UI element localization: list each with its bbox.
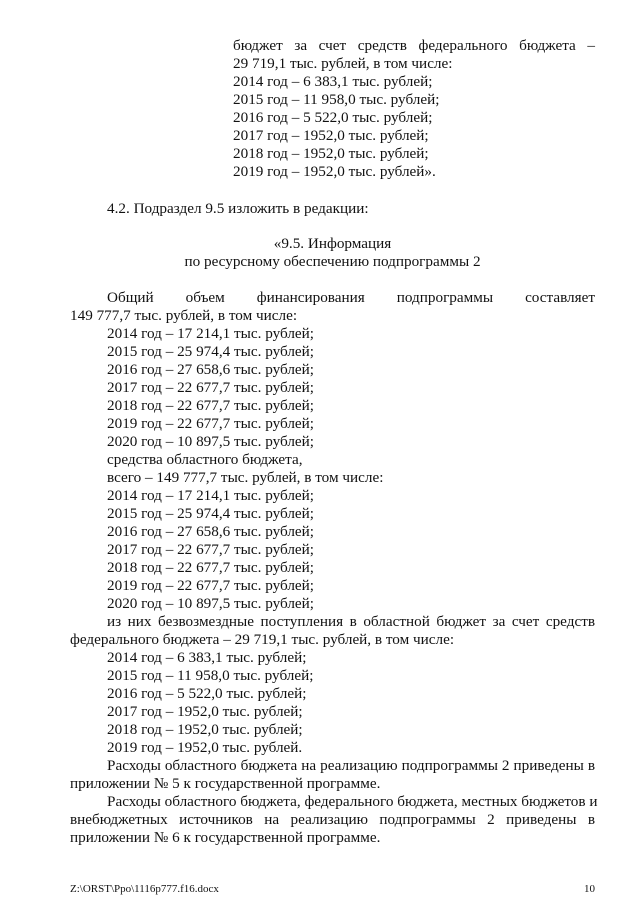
section-title-line-2: по ресурсному обеспечению подпрограммы 2	[184, 253, 481, 270]
regional-line-2: всего – 149 777,7 тыс. рублей, в том числе:	[107, 469, 384, 486]
regional-year-2018: 2018 год – 22 677,7 тыс. рублей;	[107, 559, 315, 576]
regional-year-2014: 2014 год – 17 214,1 тыс. рублей;	[107, 487, 315, 504]
regional-year-2019: 2019 год – 22 677,7 тыс. рублей;	[107, 577, 315, 594]
para2-line-1: Расходы областного бюджета, федерального бюджета, местных бюджетов и	[107, 793, 598, 810]
section-title-line-1: «9.5. Информация	[273, 235, 392, 252]
federal-line-1: из них безвозмездные поступления в областной бюджет за счет средств	[107, 613, 595, 630]
total-line-2: 149 777,7 тыс. рублей, в том числе:	[70, 307, 298, 324]
top-year-2018: 2018 год – 1952,0 тыс. рублей;	[233, 145, 429, 162]
federal-year-2018: 2018 год – 1952,0 тыс. рублей;	[107, 721, 303, 738]
top-year-2016: 2016 год – 5 522,0 тыс. рублей;	[233, 109, 433, 126]
top-year-2019: 2019 год – 1952,0 тыс. рублей».	[233, 163, 436, 180]
total-year-2017: 2017 год – 22 677,7 тыс. рублей;	[107, 379, 315, 396]
top-year-2014: 2014 год – 6 383,1 тыс. рублей;	[233, 73, 433, 90]
page-number: 10	[584, 883, 595, 895]
regional-year-2017: 2017 год – 22 677,7 тыс. рублей;	[107, 541, 315, 558]
top-block-line-1: бюджет за счет средств федерального бюджета –	[233, 37, 595, 54]
regional-year-2015: 2015 год – 25 974,4 тыс. рублей;	[107, 505, 315, 522]
total-year-2014: 2014 год – 17 214,1 тыс. рублей;	[107, 325, 315, 342]
regional-year-2016: 2016 год – 27 658,6 тыс. рублей;	[107, 523, 315, 540]
total-year-2015: 2015 год – 25 974,4 тыс. рублей;	[107, 343, 315, 360]
para2-line-2: внебюджетных источников на реализацию подпрограммы 2 приведены в	[70, 811, 595, 828]
total-line-1: Общий объем финансирования подпрограммы составляет	[107, 289, 595, 306]
total-year-2016: 2016 год – 27 658,6 тыс. рублей;	[107, 361, 315, 378]
regional-year-2020: 2020 год – 10 897,5 тыс. рублей;	[107, 595, 315, 612]
total-year-2020: 2020 год – 10 897,5 тыс. рублей;	[107, 433, 315, 450]
total-year-2019: 2019 год – 22 677,7 тыс. рублей;	[107, 415, 315, 432]
federal-year-2016: 2016 год – 5 522,0 тыс. рублей;	[107, 685, 307, 702]
federal-line-2: федерального бюджета – 29 719,1 тыс. рублей, в том числе:	[70, 631, 455, 648]
top-block-line-2: 29 719,1 тыс. рублей, в том числе:	[233, 55, 453, 72]
para2-line-3: приложении № 6 к государственной программе.	[70, 829, 381, 846]
instruction: 4.2. Подраздел 9.5 изложить в редакции:	[107, 200, 369, 217]
federal-year-2015: 2015 год – 11 958,0 тыс. рублей;	[107, 667, 314, 684]
top-year-2017: 2017 год – 1952,0 тыс. рублей;	[233, 127, 429, 144]
federal-year-2017: 2017 год – 1952,0 тыс. рублей;	[107, 703, 303, 720]
total-year-2018: 2018 год – 22 677,7 тыс. рублей;	[107, 397, 315, 414]
federal-year-2019: 2019 год – 1952,0 тыс. рублей.	[107, 739, 303, 756]
regional-line-1: средства областного бюджета,	[107, 451, 303, 468]
top-year-2015: 2015 год – 11 958,0 тыс. рублей;	[233, 91, 440, 108]
federal-year-2014: 2014 год – 6 383,1 тыс. рублей;	[107, 649, 307, 666]
para1-line-2: приложении № 5 к государственной программе.	[70, 775, 381, 792]
para1-line-1: Расходы областного бюджета на реализацию подпрограммы 2 приведены в	[107, 757, 595, 774]
footer-file-path: Z:\ORST\Ppo\1116p777.f16.docx	[70, 883, 219, 895]
